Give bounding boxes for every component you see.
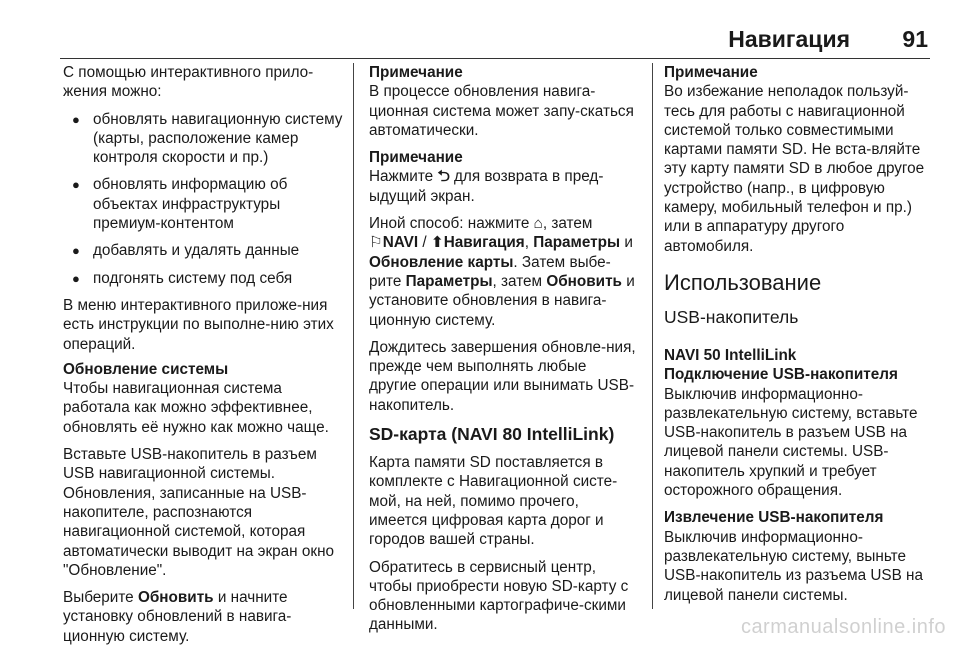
feature-list [63, 110, 343, 288]
column-3 [664, 63, 928, 613]
section-heading-sd-card: SD-карта (NAVI 80 IntelliLink) [369, 424, 615, 445]
home-icon: ⌂ [533, 215, 543, 233]
menu-paragraph: В меню интерактивного приложе-ния есть инструкции по выполне-нию этих операций. [63, 296, 334, 353]
sd-paragraph: Карта памяти SD поставляется в комплекте с Навигационной систе-мой, на ней, помимо прочего, имеется цифровая карта дорог и городов вашей страны. [369, 454, 618, 549]
note-title: Примечание [369, 64, 463, 81]
note-title: Примечание [664, 64, 758, 81]
note-text: Нажмите ⮌ для возврата в пред-ыдущий экран. [369, 168, 604, 205]
map-update-term: Обновление карты [369, 253, 514, 271]
subheading-system-update: Обновление системы [63, 360, 229, 378]
page-header [0, 0, 960, 58]
page-title: Навигация [728, 26, 850, 52]
column-divider [353, 63, 354, 609]
column-1 [63, 63, 343, 654]
subheading-remove-usb: Извлечение USB-накопителя [664, 509, 884, 527]
select-paragraph: Выберите Обновить и начните установку обновлений в навига-ционную систему. [63, 589, 292, 645]
refresh-term: Обновить [546, 272, 622, 290]
note-text: Во избежание неполадок пользуй-тесь для работы с навигационной системой только совместимыми картами памяти SD. Не вста-вляйте эту карту памяти SD в любое другое устройство (напр., в цифровую камеру, мобильный телефон и пр.) или в аппаратуру другого автомобиля. [664, 83, 925, 255]
navigation-arrow-icon: ⬆ [430, 234, 444, 252]
alternative-paragraph: Иной способ: нажмите ⌂, затем ⚐NAVI / ⬆Навигация, Параметры и Обновление карты. Затем выбе-рите Параметры, затем Обновить и установите обновления в навига-ционную систему. [369, 215, 635, 329]
navi-term: NAVI [382, 234, 419, 252]
parameters-term: Параметры [405, 272, 493, 290]
column-divider [652, 63, 653, 609]
list-item: ● подгонять систему под себя [63, 269, 343, 288]
list-item: ● добавлять и удалять данные [63, 241, 343, 260]
section-heading-usage: Использование [664, 269, 822, 295]
flag-icon: ⚐ [369, 234, 383, 252]
remove-paragraph: Выключив информационно-развлекательную систему, выньте USB-накопитель из разъема USB на лицевой панели системы. [664, 528, 924, 604]
connect-paragraph: Выключив информационно-развлекательную систему, вставьте USB-накопитель в разъем USB на лицевой панели системы. USB-накопитель хрупкий и требует осторожного обращения. [664, 385, 918, 500]
header-rule [60, 58, 930, 59]
service-paragraph: Обратитесь в сервисный центр, чтобы приобрести новую SD-карту с обновленными картографиче-скими данными. [369, 558, 629, 634]
list-item: ● обновлять информацию об объектах инфраструктуры премиум-контентом [63, 175, 343, 233]
note-title: Примечание [369, 149, 463, 167]
subheading-connect-usb: Подключение USB-накопителя [664, 366, 898, 384]
update-paragraph: Чтобы навигационная система работала как можно эффективнее, обновлять её нужно как можно чаще. [63, 380, 329, 436]
page-number: 91 [902, 26, 928, 52]
intro-paragraph: С помощью интерактивного прило-жения можно: [63, 64, 314, 101]
insert-paragraph: Вставьте USB-накопитель в разъем USB навигационной системы. Обновления, записанные на USB-накопителе, распознаются навигационной системой, которая автоматически выводит на экран окно "Обновление". [63, 446, 335, 579]
note-text: В процессе обновления навига-ционная система может запу-скаться автоматически. [369, 83, 634, 139]
wait-paragraph: Дождитесь завершения обновле-ния, прежде чем выполнять любые другие операции или вынимать USB-накопитель. [369, 338, 636, 414]
back-arrow-icon: ⮌ [437, 168, 450, 186]
update-term: Обновить [137, 589, 214, 607]
column-2 [369, 63, 637, 643]
model-heading: NAVI 50 IntelliLink [664, 346, 797, 364]
watermark: carmanualsonline.info [740, 616, 946, 638]
parameters-term: Параметры [533, 234, 621, 252]
section-heading-usb: USB-накопитель [664, 306, 799, 327]
list-item: ● обновлять навигационную систему (карты, расположение камер контроля скорости и пр.) [63, 110, 343, 168]
navigation-term: Навигация [443, 234, 525, 252]
